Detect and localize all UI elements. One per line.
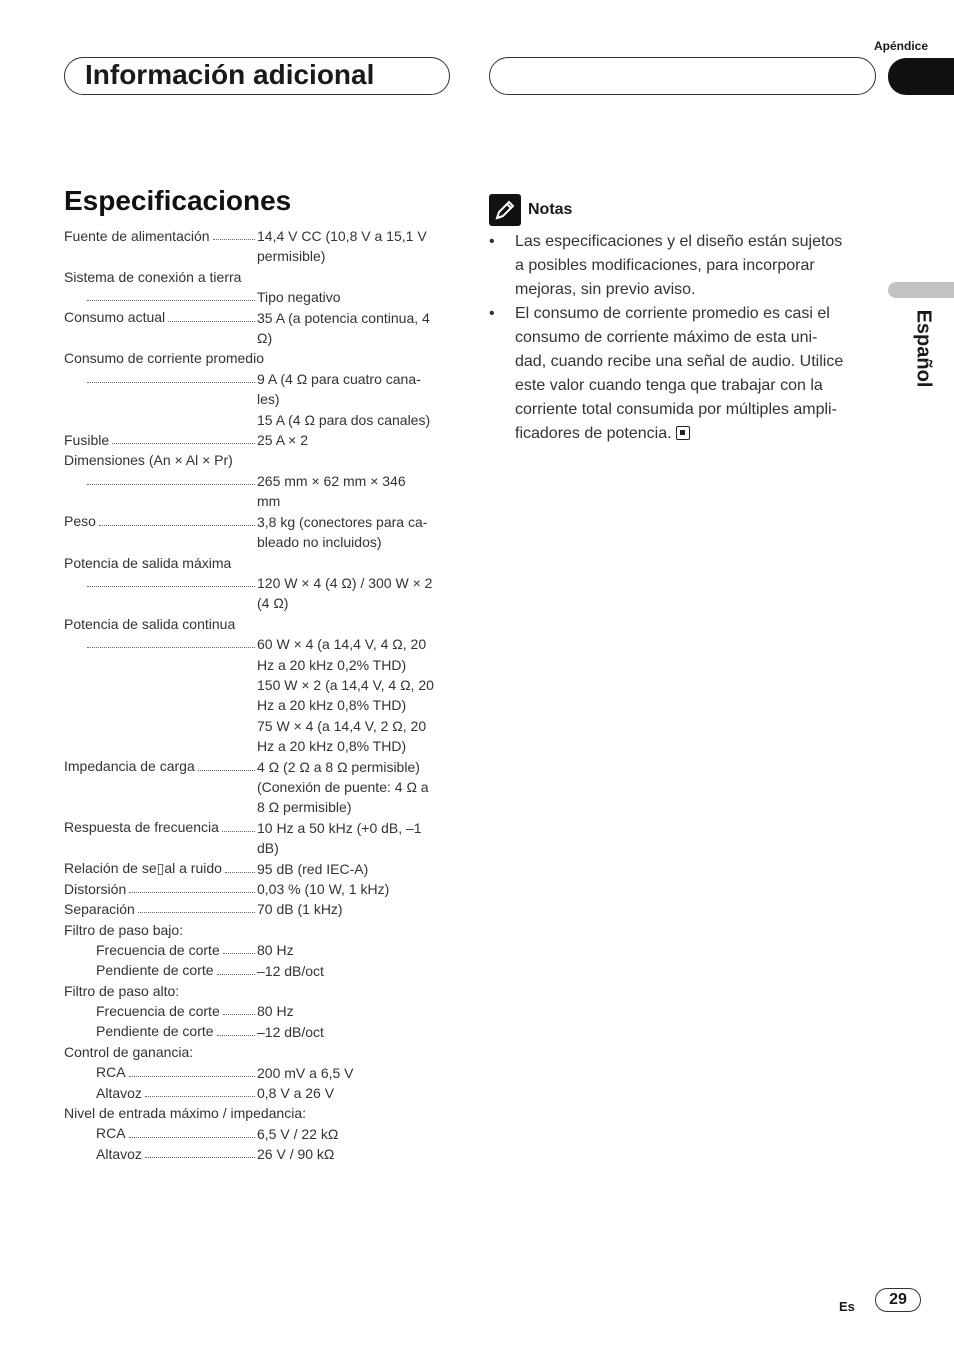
note-line-text: mejoras, sin previo aviso. [515,281,696,298]
note-line-text: a posibles modificaciones, para incorporar [515,257,815,274]
spec-value-line: 200 mV a 6,5 V [257,1064,354,1081]
spec-label [64,1022,257,1042]
note-line [515,374,879,398]
spec-label [64,226,257,246]
spec-label [64,940,257,960]
spec-value-line: 26 V / 90 kΩ [257,1146,335,1163]
spec-label-text: Frecuencia de corte [96,941,220,958]
spec-label [64,757,257,777]
spec-row [64,940,456,960]
spec-row [64,1083,456,1103]
leader-dots [129,1076,255,1077]
spec-value-line: 35 A (a potencia continua, 4 [257,309,430,326]
spec-label-text: Relación de se▯al a ruido [64,860,222,877]
spec-label-text: Impedancia de carga [64,758,195,775]
spec-value-line: Hz a 20 kHz 0,2% THD) [257,656,407,673]
note-line [515,302,879,326]
spec-label-text: Pendiente de corte [96,962,214,979]
spec-value [257,1063,453,1083]
spec-row [64,1063,456,1083]
spec-value-line: 4 Ω (2 Ω a 8 Ω permisible) [257,758,420,775]
spec-value-line: 25 A × 2 [257,432,308,449]
spec-label-text: Altavoz [96,1084,142,1101]
spec-label-text: Altavoz [96,1145,142,1162]
spec-row [64,899,456,919]
spec-heading: Consumo de corriente promedio [64,350,264,367]
notes-section [489,194,879,446]
spec-value [257,287,453,307]
leader-dots [87,647,255,648]
spec-value-line: mm [257,493,281,510]
spec-value [257,1022,453,1042]
spec-label-text: Respuesta de frecuencia [64,819,219,836]
spec-value-line: 75 W × 4 (a 14,4 V, 2 Ω, 20 [257,717,427,734]
spec-label [64,818,257,838]
leader-dots [222,831,255,832]
note-line-text: consumo de corriente máximo de esta uni- [515,329,818,346]
spec-value-line: –12 dB/oct [257,1023,324,1040]
spec-value-line: (4 Ω) [257,595,289,612]
spec-value-line: 6,5 V / 22 kΩ [257,1125,339,1142]
note-line-text: El consumo de corriente promedio es casi el [515,305,830,322]
spec-label [64,512,257,532]
spec-row [64,573,456,614]
spec-value [257,308,453,349]
spec-label-text: Distorsión [64,880,127,897]
note-line [515,254,879,278]
notes-header [489,194,879,226]
spec-label [64,899,257,919]
spec-row [64,859,456,879]
spec-label-text: Fusible [64,431,110,448]
section-title: Información adicional [85,59,375,90]
leader-dots [145,1157,255,1158]
spec-value-line: Hz a 20 kHz 0,8% THD) [257,738,407,755]
spec-value [257,512,453,553]
spec-value [257,859,453,879]
spec-label [64,859,257,879]
spec-value [257,1144,453,1164]
leader-dots [87,586,255,587]
leader-dots [168,321,255,322]
note-line [515,350,879,374]
spec-heading: Nivel de entrada máximo / impedancia: [64,1105,307,1122]
spec-value-line: 150 W × 2 (a 14,4 V, 4 Ω, 20 [257,676,434,693]
leader-dots [145,1096,255,1097]
section-header [64,57,450,95]
spec-label [64,1063,257,1083]
specifications-list [64,226,456,1165]
spec-value-line: 8 Ω permisible) [257,799,352,816]
spec-value [257,940,453,960]
spec-label-text: Fuente de alimentación [64,227,210,244]
spec-label [64,369,257,389]
spec-value [257,1124,453,1144]
spec-value-line: 0,03 % (10 W, 1 kHz) [257,881,390,897]
notes-title: Notas [528,201,573,218]
page-title: Especificaciones [64,185,292,216]
spec-heading: Dimensiones (An × Al × Pr) [64,452,233,469]
spec-value-line: (Conexión de puente: 4 Ω a [257,778,429,795]
note-line-text: ficadores de potencia. [515,425,672,442]
spec-row [64,1001,456,1021]
end-mark-icon [676,426,690,440]
spec-heading: Filtro de paso bajo: [64,921,184,938]
spec-label [64,1001,257,1021]
leader-dots [99,525,255,526]
note-item [489,230,879,302]
pencil-note-icon [489,194,521,226]
spec-row [64,430,456,450]
leader-dots [223,953,255,954]
leader-dots [217,974,255,975]
appendix-label: Apéndice [873,39,928,53]
spec-value [257,961,453,981]
spec-label-text: RCA [96,1064,126,1081]
spec-value-line: 9 A (4 Ω para cuatro cana- [257,370,421,387]
spec-row [64,226,456,267]
spec-heading: Potencia de salida máxima [64,554,232,571]
spec-label [64,471,257,491]
spec-value-line: Ω) [257,330,273,347]
spec-value-line: 80 Hz [257,942,294,959]
spec-label [64,1083,257,1103]
spec-row [64,818,456,859]
spec-value-line: 10 Hz a 50 kHz (+0 dB, –1 [257,819,422,836]
leader-dots [87,382,255,383]
leader-dots [225,872,255,873]
spec-label [64,1144,257,1164]
note-line-text: Las especificaciones y el diseño están sujetos [515,233,843,250]
leader-dots [87,300,255,301]
spec-label [64,430,257,450]
spec-label [64,1124,257,1144]
spec-row [64,369,456,430]
spec-value-line: bleado no incluidos) [257,534,382,551]
spec-value-line: 3,8 kg (conectores para ca- [257,513,428,530]
spec-value [257,879,453,899]
spec-value [257,573,453,614]
note-line [515,326,879,350]
spec-value-line: 14,4 V CC (10,8 V a 15,1 V [257,228,427,244]
spec-label [64,879,257,899]
note-line-text: este valor cuando tenga que trabajar con la [515,377,823,394]
note-line [515,398,879,422]
language-tab-marker [888,282,954,298]
language-side-label [913,300,933,395]
header-blank-box [489,57,876,95]
spec-label-text: Separación [64,901,135,917]
spec-row [64,1022,456,1042]
language-code: Es [839,1299,855,1314]
leader-dots [129,1137,255,1138]
spec-row [64,879,456,899]
spec-heading: Control de ganancia: [64,1044,194,1061]
spec-label [64,287,257,307]
spec-value-line: 95 dB (red IEC-A) [257,860,369,877]
note-line-text: corriente total consumida por múltiples ampli- [515,401,837,418]
spec-value-line: permisible) [257,248,326,265]
spec-label [64,573,257,593]
spec-value [257,471,453,512]
section-tab-marker [888,58,954,95]
note-item [489,302,879,446]
spec-value-line: 15 A (4 Ω para dos canales) [257,411,431,428]
spec-label [64,634,257,654]
spec-row [64,512,456,553]
spec-row [64,471,456,512]
spec-row [64,634,456,756]
spec-row [64,287,456,307]
leader-dots [223,1014,255,1015]
spec-value [257,430,453,450]
spec-value [257,369,453,430]
spec-value-line: dB) [257,840,279,857]
spec-value [257,899,453,919]
spec-heading: Filtro de paso alto: [64,983,180,1000]
note-line-text: dad, cuando recibe una señal de audio. Utilice [515,353,844,370]
spec-row [64,1144,456,1164]
spec-value [257,634,453,756]
spec-value-line: les) [257,391,280,408]
language-label-text: Español [912,309,935,388]
spec-row [64,1124,456,1144]
spec-value [257,226,453,267]
spec-label [64,308,257,328]
leader-dots [87,484,255,485]
spec-row [64,961,456,981]
spec-label-text: Pendiente de corte [96,1023,214,1040]
page-number: 29 [875,1288,921,1312]
spec-value-line: Tipo negativo [257,289,341,306]
spec-value-line: 265 mm × 62 mm × 346 [257,472,406,489]
note-line [515,422,879,446]
spec-label-text: Peso [64,513,96,530]
spec-label-text: Frecuencia de corte [96,1003,220,1020]
leader-dots [217,1035,255,1036]
spec-label-text: Consumo actual [64,309,166,326]
leader-dots [138,912,255,913]
note-line [515,278,879,302]
note-line [515,230,879,254]
spec-value-line: 0,8 V a 26 V [257,1085,335,1102]
spec-row [64,308,456,349]
spec-label-text: RCA [96,1125,126,1142]
spec-value-line: 80 Hz [257,1003,294,1020]
leader-dots [213,239,255,240]
leader-dots [129,892,255,893]
leader-dots [198,770,255,771]
spec-heading: Sistema de conexión a tierra [64,268,242,285]
spec-row [64,757,456,818]
spec-value-line: Hz a 20 kHz 0,8% THD) [257,697,407,714]
spec-value-line: 120 W × 4 (4 Ω) / 300 W × 2 [257,574,433,591]
spec-value [257,757,453,818]
spec-value-line: 70 dB (1 kHz) [257,901,343,918]
spec-value-line: 60 W × 4 (a 14,4 V, 4 Ω, 20 [257,636,427,653]
leader-dots [112,443,255,444]
spec-heading: Potencia de salida continua [64,615,236,632]
spec-label [64,961,257,981]
spec-value [257,818,453,859]
spec-value-line: –12 dB/oct [257,962,324,979]
notes-list [489,230,879,446]
spec-value [257,1083,453,1103]
spec-value [257,1001,453,1021]
